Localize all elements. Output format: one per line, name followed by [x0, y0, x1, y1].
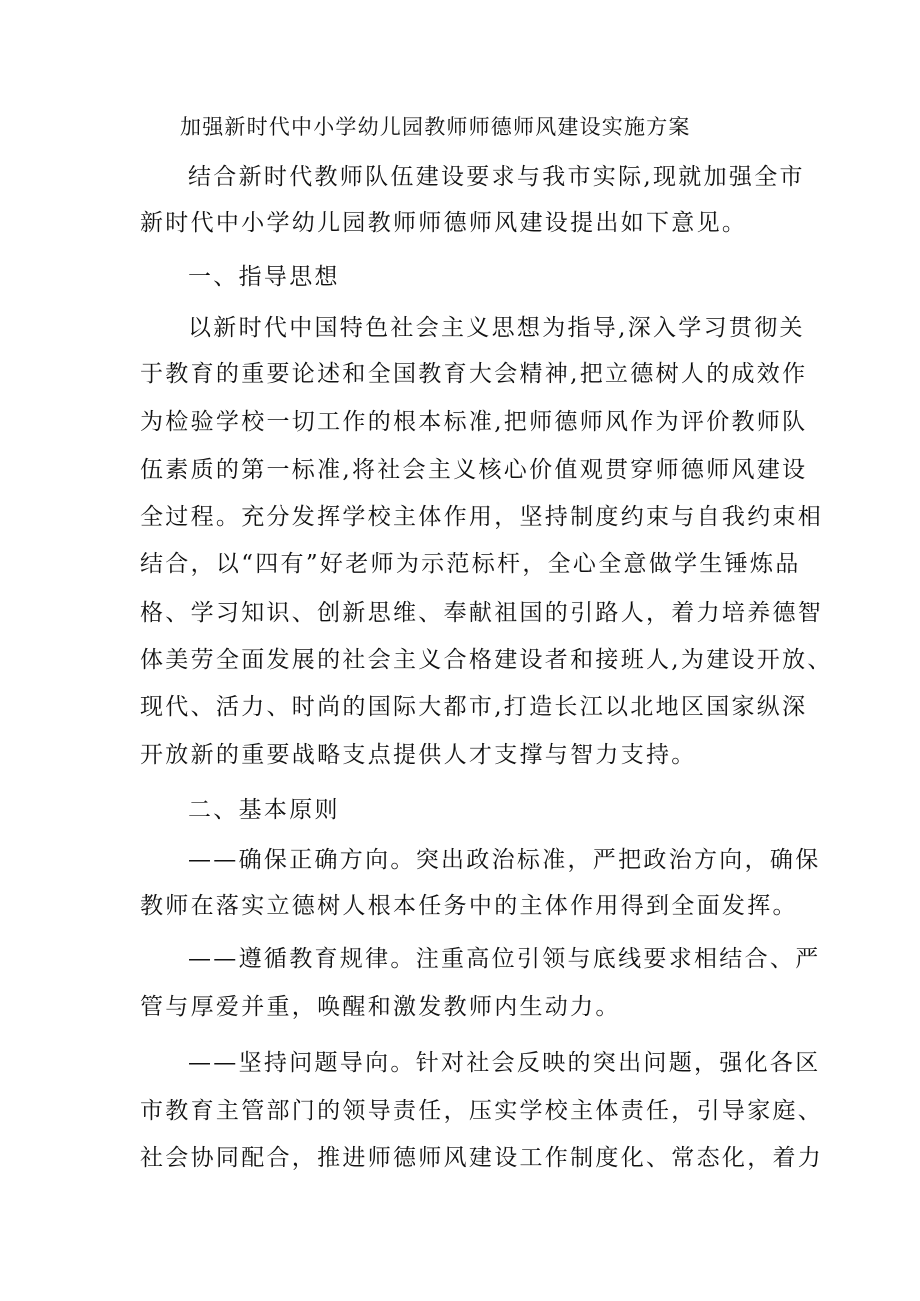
paragraph-line: 结合，以“四有”好老师为示范标杆，全心全意做学生锤炼品	[140, 551, 801, 577]
paragraph-line: 伍素质的第一标准,将社会主义核心价值观贯穿师德师风建设	[140, 457, 808, 483]
paragraph-line: 全过程。充分发挥学校主体作用，坚持制度约束与自我约束相	[140, 504, 824, 530]
paragraph-line: 开放新的重要战略支点提供人才支撑与智力支持。	[140, 742, 697, 768]
paragraph-line: 市教育主管部门的领导责任，压实学校主体责任，引导家庭、	[140, 1098, 824, 1124]
section-heading: 二、基本原则	[188, 797, 340, 823]
paragraph-line: 于教育的重要论述和全国教育大会精神,把立德树人的成效作	[140, 361, 808, 387]
document-title: 加强新时代中小学幼儿园教师师德师风建设实施方案	[180, 115, 691, 139]
section-heading: 一、指导思想	[188, 264, 340, 290]
paragraph-line: ——确保正确方向。突出政治标准，严把政治方向，确保	[188, 847, 821, 873]
paragraph-line: 现代、活力、时尚的国际大都市,打造长江以北地区国家纵深	[140, 694, 808, 720]
paragraph-line: 体美劳全面发展的社会主义合格建设者和接班人,为建设开放、	[140, 647, 833, 673]
paragraph-line: ——坚持问题导向。针对社会反映的突出问题，强化各区	[188, 1050, 821, 1076]
paragraph-line: 新时代中小学幼儿园教师师德师风建设提出如下意见。	[140, 210, 748, 236]
paragraph-line: 管与厚爱并重，唤醒和激发教师内生动力。	[140, 994, 621, 1020]
paragraph-line: 结合新时代教师队伍建设要求与我市实际,现就加强全市	[188, 164, 805, 190]
paragraph-line: ——遵循教育规律。注重高位引领与底线要求相结合、严	[188, 946, 821, 972]
paragraph-line: 教师在落实立德树人根本任务中的主体作用得到全面发挥。	[140, 893, 798, 919]
paragraph-line: 格、学习知识、创新思维、奉献祖国的引路人，着力培养德智	[140, 600, 824, 626]
paragraph-line: 以新时代中国特色社会主义思想为指导,深入学习贯彻关	[188, 315, 805, 341]
paragraph-line: 社会协同配合，推进师德师风建设工作制度化、常态化，着力	[140, 1145, 824, 1171]
paragraph-line: 为检验学校一切工作的根本标准,把师德师风作为评价教师队	[140, 409, 808, 435]
